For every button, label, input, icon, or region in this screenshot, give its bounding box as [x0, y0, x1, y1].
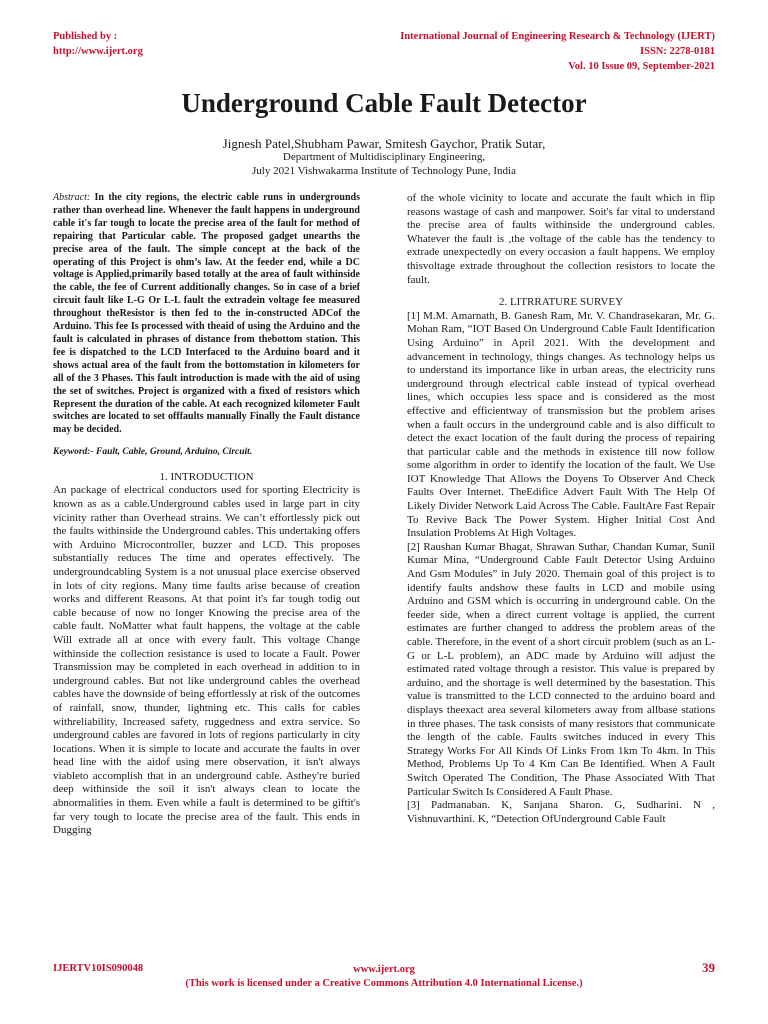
keywords — [53, 446, 360, 460]
footer-website[interactable]: www.ijert.org — [353, 964, 415, 975]
header-left — [53, 29, 143, 59]
publisher-website[interactable]: http://www.ijert.org — [53, 46, 143, 57]
keywords-text: Fault, Cable, Ground, Arduino, Circuit — [93, 447, 250, 458]
header-right — [400, 29, 715, 74]
abstract-label: Abstract: — [53, 192, 91, 203]
journal-name: International Journal of Engineering Research & Technology (IJERT) — [400, 31, 715, 42]
right-column — [407, 192, 715, 826]
paper-affiliation — [0, 151, 768, 178]
literature-ref-2: [2] Raushan Kumar Bhagat, Shrawan Suthar, Chandan Kumar, Sunil Kumar Mina, “Underground Cable Fault Detector Using Arduino And Gsm Modules” in July 2020. Themain goal of this project is to identify faults andshow these faults in LCD and mobile using Arduino and GSM which is occurring in underground cable. On the feeder side, when a direct current voltage is applied, the current estimates are further changed to address the problem areas of the cable. Therefore, in the event of a short circuit problem (such as an L- G or L-L problem), an ADC made by Arduino will adjust the estimated rated voltage through a resistor. This value is prepared by arduino, and the shortage is well determined by the basestation. This value is transmitted to the LCD connected to the arduino board and displays theexact area several kilometers away from allbase stations in three phases. The task consists of many resistors that communicate the length of the cable. Faults switches induced in every This Strategy Works For All Kinds Of Links From 1km To 4km. In This Method, Problems Up To 4 Km Can Be Identified. When A Fault Switch Operated The Condition, The Phase Associated With That Particular Switch Is Considered A Fault Phase. — [407, 540, 715, 798]
abstract-text: In the city regions, the electric cable runs in undergrounds rather than overhead line. Whenever the fault happens in underground cable it's far tough to locate the precise area of the fault for method of repairing that Particular cable. The proposed gadget unearths the precise area of the fault. The simple concept at the back of the operating of this Project is ohm’s law. At the feeder end, while a DC voltage is Applied,primarily based totally at the area of fault withinside the cable, the fee of Current additionally changes. So in case of a brief circuit fault like L-G Or L-L fault the extradein voltage fee measured throughout theResistor is then fed to the in-constructed ADCof the Arduino. This fee Is processed with theaid of using the Arduino and the fault is calculated in phrases of distance from thebottom station. This fee is dispatched to the LCD Interfaced to the Arduino board and it shows actual area of the fault from the bottomstation in kilometers for all of the 3 Phases. This fault introduction is made with the aid of using the set of switches. Project is organized with a fixed of resistors which Represent the duration of the cable. At each recognized kilometer Fault switches are located to set offfaults manually Finally the Fault distance may be decided. — [53, 192, 360, 436]
introduction-continued: of the whole vicinity to locate and accurate the fault which in flip reasons wastage of cash and manpower. Soit's far vital to understand the precise area of faults withinside the underground cables. Whatever the fault is ,the voltage of the cable has the tendency to extrade unexpectedly on every occasion a fault happens. We employ thisvoltage extrade throughout the collection resistors to locate the fault. — [407, 192, 715, 286]
department: Department of Multidisciplinary Engineering, — [282, 151, 486, 163]
keywords-label: Keyword:- — [53, 447, 94, 458]
literature-ref-3: [3] Padmanaban. K, Sanjana Sharon. G, Sudharini. N , Vishnuvarthini. K, “Detection OfUnderground Cable Fault — [407, 799, 715, 825]
journal-volume: Vol. 10 Issue 09, September-2021 — [568, 61, 715, 72]
keywords-end: . — [249, 447, 253, 458]
institute: July 2021 Vishwakarma Institute of Technology Pune, India — [252, 164, 516, 177]
publisher-label: Published by : — [53, 31, 118, 42]
page-number: 39 — [702, 960, 715, 975]
footer-paper-id: IJERTV10IS090048 — [53, 963, 144, 974]
left-column — [53, 192, 360, 838]
abstract — [53, 192, 360, 437]
footer-license: (This work is licensed under a Creative Commons Attribution 4.0 International License.) — [185, 978, 583, 989]
journal-issn: ISSN: 2278-0181 — [640, 46, 715, 57]
paper-title: Underground Cable Fault Detector — [181, 88, 587, 118]
introduction-heading: 1. INTRODUCTION — [159, 470, 254, 483]
introduction-text: An package of electrical conductors used for sporting Electricity is known as as a cable.Underground cables used in large part in city vicinity rather than Overhead strains. We can’t effortlessly pick out the faults withinside the Underground cables. This undertaking offers with Arduino Microcontroller, buzzer and LCD. This proposes substantially reduces The time and operates effectively. The undergroundcabling System is a not unusual place exercise observed in lots of city regions. Many time faults arise because of creation works and different Reasons. At that point it's far tough todig out cable because of now no longer Knowing the precise area of the cable fault. NoMatter what fault happens, the voltage at the cable Will extrade all at once with every fault. This voltage Change withinside the collection resistance is used to locate a Fault. Power Transmission may be completed in each overhead in addition to in underground cables. But not like underground cables the overhead cables have the downside of being effortlessly at risk of the outcomes of rainfall, snow, thunder, lightning etc. This calls for cables withreliability, Increased safety, ruggedness and extra service. So underground cables are favored in lots of regions particularly in city locations. When it is simple to locate and accurate the faults in over head line with the aidof using mere observation, it isn't always viableto accomplish that in an underground cable. Astheу're buried deep withinside the soil it isn't always clean to locate the abnormalities in them. Even while a fault is determined to be giftit's far very tough to locate the precise area of the fault. This ends in Dugging — [53, 484, 360, 837]
literature-heading: 2. LITRRATURE SURVEY — [498, 296, 624, 309]
literature-ref-1: [1] M.M. Amarnath, B. Ganesh Ram, Mr. V. Chandrasekaran, Mr. G. Mohan Ram, “IOT Based On Underground Cable Fault Identification Using Arduino” in April 2021. With the development and advancement in technology, things changes. As technology helps us to understand its importance like in urban areas, the electricity runs underground through electrical cable instead of typical overhead lines, which occupies less space and is considered as the most effective and efficientway of transmission but the problem arises when a fault occurs in the underground cable and is also difficult to detect the exact location of the fault during the process of repairing that particular cable and the methods in existence till now follow some algorithm in order to identify the location of the fault. We Use IOT Knowledge That Allows the Doyens To Observer And Check Faults Over Internet. TheEdifice Advert Fault With The Help Of Likely Divider Network Laid Across The Cable. FaultAre Fast Repair To Revive Back The Power System. Higher Initial Cost And Insulation Problems At High Voltages. — [407, 309, 715, 540]
footer-center — [0, 963, 768, 991]
paper-authors: Jignesh Patel,Shubham Pawar, Smitesh Gaychor, Pratik Sutar, — [222, 136, 546, 151]
